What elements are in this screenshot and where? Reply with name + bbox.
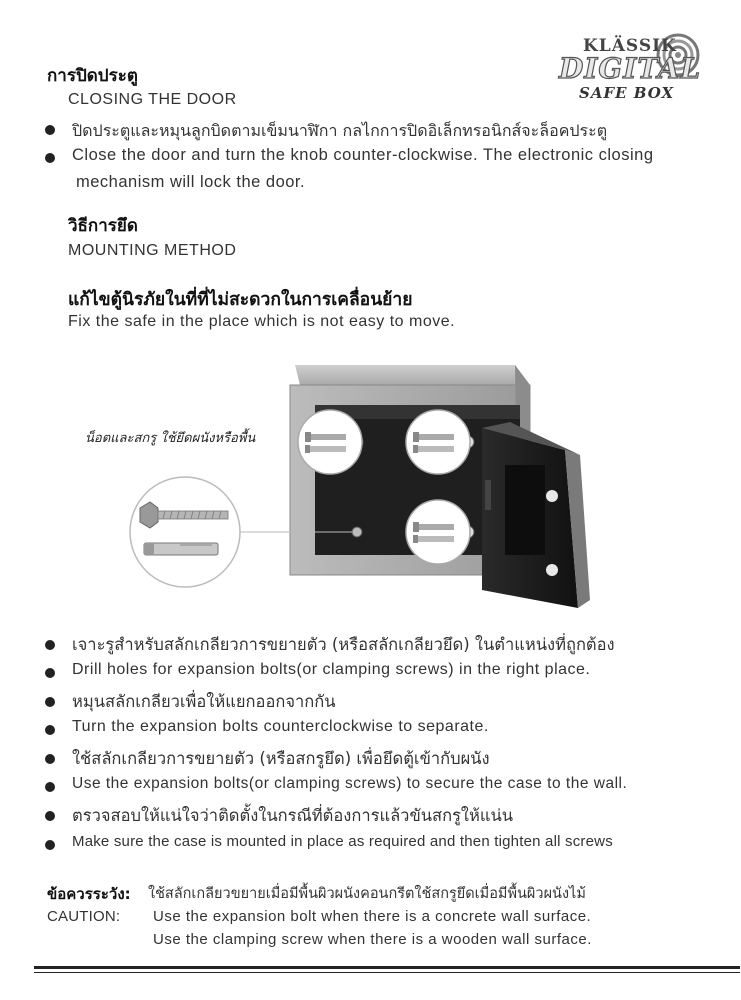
step-line: Turn the expansion bolts counterclockwise to separate.: [72, 718, 489, 735]
closing-bullet-th: ปิดประตูและหมุนลูกบิดตามเข็มนาฬิกา กลไกการปิดอิเล็กทรอนิกส์จะล็อคประตู: [72, 121, 608, 140]
bullet-dot: [45, 697, 55, 707]
bullet-dot: [45, 125, 55, 135]
closing-bullet-en-line1: Close the door and turn the knob counter-clockwise. The electronic closing: [72, 146, 654, 164]
caution-label-en: CAUTION:: [47, 908, 121, 925]
closing-heading-th: การปิดประตู: [47, 66, 138, 86]
footer-rule-thick: [34, 966, 740, 969]
bullet-dot: [45, 811, 55, 821]
bullet-dot: [45, 754, 55, 764]
caution-line2-en: Use the clamping screw when there is a wooden wall surface.: [153, 931, 592, 948]
mounting-heading-th: วิธีการยึด: [68, 216, 138, 236]
safe-illustration: [120, 360, 600, 610]
figure-caption-th: น็อตและสกรู ใช้ยึดผนังหรือพื้น: [85, 431, 256, 446]
bullet-dot: [45, 640, 55, 650]
mounting-heading-en: MOUNTING METHOD: [68, 242, 237, 259]
step-line: Use the expansion bolts(or clamping screws) to secure the case to the wall.: [72, 775, 628, 792]
step-line: Make sure the case is mounted in place as required and then tighten all screws: [72, 833, 613, 850]
closing-heading-en: CLOSING THE DOOR: [68, 91, 237, 108]
bullet-dot: [45, 668, 55, 678]
step-line: ใช้สลักเกลียวการขยายตัว (หรือสกรูยึด) เพื่อยึดตู้เข้ากับผนัง: [72, 749, 490, 768]
bullet-dot: [45, 782, 55, 792]
brand-logo: [555, 30, 705, 105]
footer-rule-thin: [34, 972, 740, 973]
step-line: เจาะรูสำหรับสลักเกลียวการขยายตัว (หรือสลักเกลียวยึด) ในตำแหน่งที่ถูกต้อง: [72, 635, 615, 654]
bullet-dot: [45, 840, 55, 850]
logo-digital: DIGITAL: [559, 52, 702, 85]
logo-brand: KLÄSSIK: [583, 36, 677, 56]
bullet-dot: [45, 725, 55, 735]
bullet-dot: [45, 153, 55, 163]
logo-safe-box: SAFE BOX: [579, 84, 675, 102]
step-line: Drill holes for expansion bolts(or clamping screws) in the right place.: [72, 661, 591, 678]
mounting-subheading-th: แก้ไขตู้นิรภัยในที่ที่ไม่สะดวกในการเคลื่อนย้าย: [68, 290, 413, 310]
caution-label-th: ข้อควรระวัง:: [47, 885, 131, 903]
step-line: ตรวจสอบให้แน่ใจว่าติดตั้งในกรณีที่ต้องการแล้วขันสกรูให้แน่น: [72, 806, 514, 825]
mounting-subheading-en: Fix the safe in the place which is not easy to move.: [68, 313, 456, 330]
closing-bullet-en-line2: mechanism will lock the door.: [76, 173, 306, 191]
step-line: หมุนสลักเกลียวเพื่อให้แยกออกจากกัน: [72, 692, 336, 711]
caution-text-th: ใช้สลักเกลียวขยายเมื่อมีพื้นผิวผนังคอนกรีตใช้สกรูยึดเมื่อมีพื้นผิวผนังไม้: [148, 886, 586, 902]
caution-line1-en: Use the expansion bolt when there is a concrete wall surface.: [153, 908, 592, 925]
